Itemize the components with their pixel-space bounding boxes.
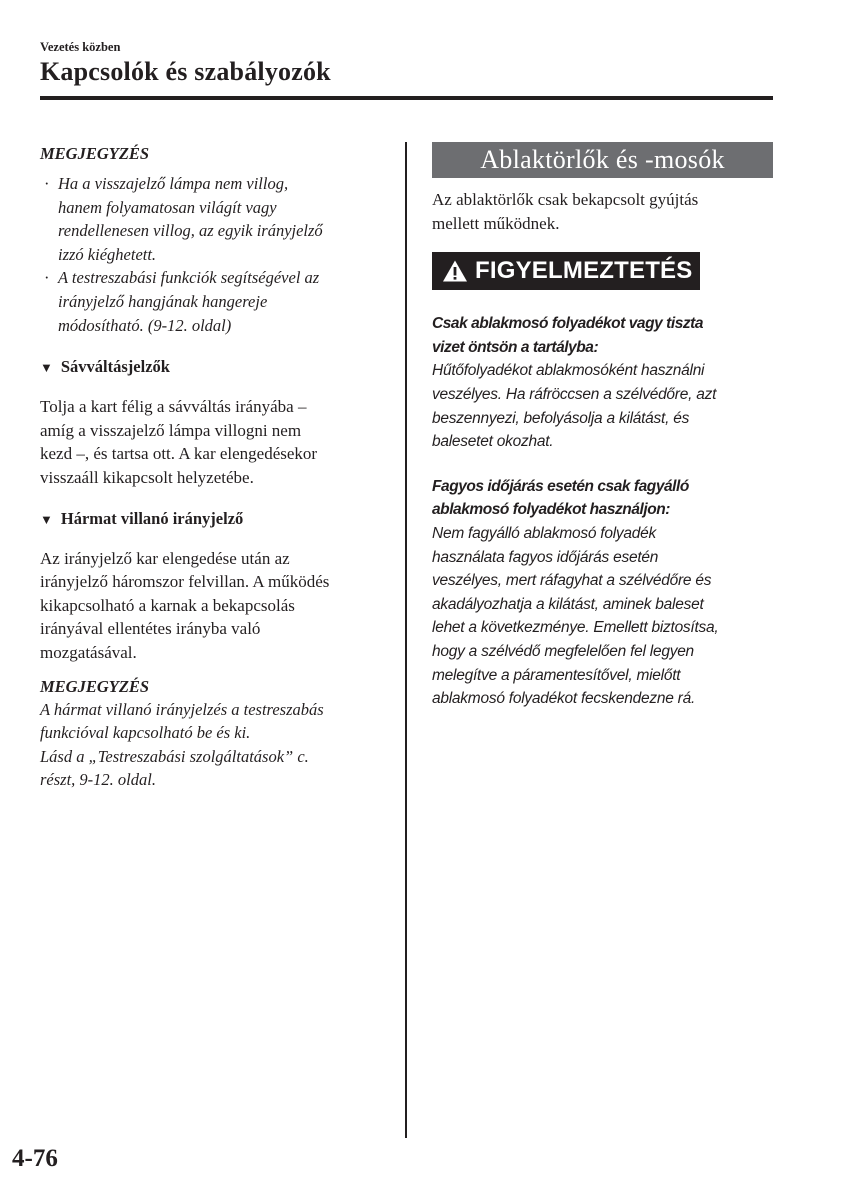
text-line: kikapcsolható a karnak a bekapcsolás xyxy=(40,595,295,615)
text-line: módosítható. (9-12. oldal) xyxy=(58,315,232,335)
text-line: rendellenesen villog, az egyik irányjelző xyxy=(58,221,323,241)
right-column xyxy=(432,142,773,711)
text-line: Lásd a „Testreszabási szolgáltatások” c. xyxy=(40,746,309,766)
triple-flash-paragraph xyxy=(40,547,390,665)
text-line: mellett működnek. xyxy=(432,213,560,233)
note-bullet-item xyxy=(40,266,390,337)
note-block-2 xyxy=(40,675,390,792)
warning-banner xyxy=(432,252,700,290)
chapter-kicker: Vezetés közben xyxy=(40,40,121,54)
lane-change-paragraph xyxy=(40,395,390,489)
note-block-1 xyxy=(40,142,390,337)
note-bullet-item xyxy=(40,172,390,266)
chapter-title: Kapcsolók és szabályozók xyxy=(40,57,331,86)
note-bullet-list xyxy=(40,172,390,337)
text-line: Ha a visszajelző lámpa nem villog, xyxy=(58,174,289,193)
warning-text-line: balesetet okozhat. xyxy=(432,433,554,451)
warning-block-2 xyxy=(432,475,773,711)
text-line: mozgatásával. xyxy=(40,642,137,662)
note-heading: MEGJEGYZÉS xyxy=(40,676,150,696)
triangle-down-icon: ▼ xyxy=(40,511,53,527)
text-line: visszaáll kikapcsolt helyzetébe. xyxy=(40,467,254,487)
text-line: hanem folyamatosan világít vagy xyxy=(58,197,277,217)
warning-text-line: melegítve a páramentesítővel, mielőtt xyxy=(432,666,681,684)
warning-text-line: hogy a szélvédő megfelelően fel legyen xyxy=(432,642,694,660)
text-line: A hármat villanó irányjelzés a testreszabás xyxy=(40,699,324,719)
warning-title-line: ablakmosó folyadékot használjon: xyxy=(432,501,670,519)
warning-text-line: veszélyes. Ha ráfröccsen a szélvédőre, azt xyxy=(432,385,717,403)
bullet-dot-icon: · xyxy=(44,174,50,193)
text-line: Az irányjelző kar elengedése után az xyxy=(40,548,290,568)
column-divider xyxy=(405,142,407,1138)
warning-triangle-icon xyxy=(442,259,468,283)
subheading-lane-change xyxy=(40,356,390,378)
text-line: irányjelző háromszor felvillan. A működés xyxy=(40,572,330,592)
warning-title-line: Csak ablakmosó folyadékot vagy tiszta xyxy=(432,315,704,333)
triangle-down-icon: ▼ xyxy=(40,360,53,376)
text-line: funkcióval kapcsolható be és ki. xyxy=(40,723,251,743)
warning-text-line: lehet a következménye. Emellett biztosítsa, xyxy=(432,619,719,637)
text-line: Az ablaktörlők csak bekapcsolt gyújtás xyxy=(432,190,699,209)
subheading-label: Hármat villanó irányjelző xyxy=(60,508,244,528)
text-line: izzó kiéghetett. xyxy=(58,244,157,264)
text-line: amíg a visszajelző lámpa villogni nem xyxy=(40,420,302,440)
warning-text-line: veszélyes, mert ráfagyhat a szélvédőre és xyxy=(432,572,712,590)
warning-text-line: akadályozhatja a kilátást, aminek baleset xyxy=(432,595,704,613)
text-line: kezd –, és tartsa ott. A kar elengedésekor xyxy=(40,444,318,464)
warning-text-line: használata fagyos időjárás esetén xyxy=(432,548,659,566)
warning-text-line: beszennyezi, befolyásolja a kilátást, és xyxy=(432,409,690,427)
header-rule xyxy=(40,96,773,100)
warning-title-line: Fagyos időjárás esetén csak fagyálló xyxy=(432,477,689,495)
section-title-bar: Ablaktörlők és -mosók xyxy=(432,142,773,178)
bullet-dot-icon: · xyxy=(44,268,50,288)
text-line: A testreszabási funkciók segítségével az xyxy=(58,268,320,288)
warning-text-line: Hűtőfolyadékot ablakmosóként használni xyxy=(432,362,705,380)
text-line: részt, 9-12. oldal. xyxy=(40,770,156,790)
page-number: 4-76 xyxy=(12,1145,58,1172)
intro-paragraph xyxy=(432,188,773,235)
text-line: irányával ellentétes irányba való xyxy=(40,619,261,639)
text-line: irányjelző hangjának hangereje xyxy=(58,291,268,311)
note-heading: MEGJEGYZÉS xyxy=(40,144,150,163)
warning-text-line: Nem fagyálló ablakmosó folyadék xyxy=(432,524,657,542)
text-line: Tolja a kart félig a sávváltás irányába – xyxy=(40,397,307,417)
subheading-label: Sávváltásjelzők xyxy=(60,357,170,377)
warning-text-line: ablakmosó folyadékot fecskendezne rá. xyxy=(432,690,696,708)
warning-block-1 xyxy=(432,312,773,454)
left-column xyxy=(40,142,390,792)
warning-title-line: vizet öntsön a tartályba: xyxy=(432,338,599,356)
warning-label: FIGYELMEZTETÉS xyxy=(475,257,693,285)
subheading-triple-flash xyxy=(40,508,390,530)
